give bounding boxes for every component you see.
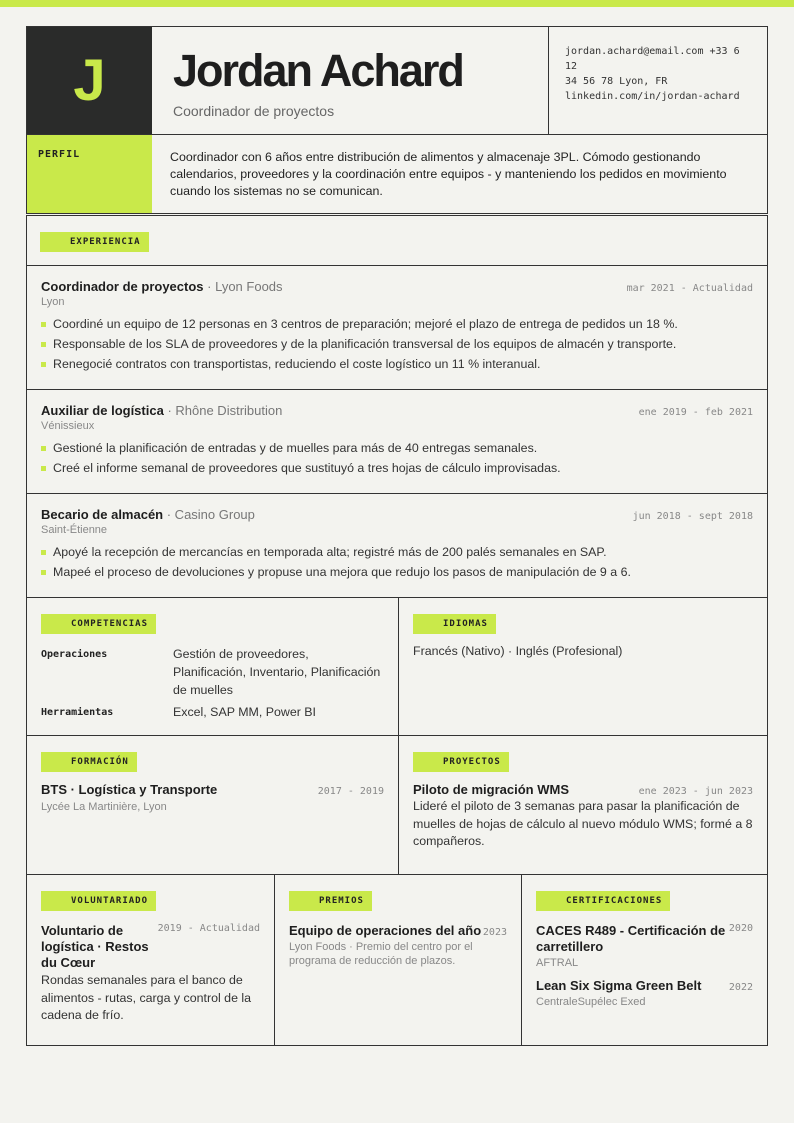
accent-top-bar [0, 0, 794, 7]
award-year: 2023 [482, 927, 507, 938]
certification-year: 2020 [728, 923, 753, 934]
section-tag-skills: COMPETENCIAS [41, 614, 156, 634]
name-block [152, 27, 548, 134]
section-tag-certifications: CERTIFICACIONES [536, 891, 670, 911]
certification-issuer: AFTRAL [536, 957, 579, 969]
section-tag-education: FORMACIÓN [41, 752, 137, 772]
profile-section [26, 135, 768, 214]
certification-issuer: CentraleSupélec Exed [536, 996, 646, 1008]
project-description: Lideré el piloto de 3 semanas para pasar la planificación de muelles de hojas de cálculo al nuevo módulo WMS; formé a 8 compañeros. [413, 799, 753, 848]
awards-section [274, 875, 521, 1045]
job-location: Vénissieux [41, 420, 95, 432]
section-tag-experience: EXPERIENCIA [40, 232, 149, 252]
job-entry [26, 266, 768, 390]
skills-languages-row [26, 598, 768, 736]
skill-row [41, 703, 384, 722]
skill-category: Herramientas [41, 707, 114, 718]
job-company: · Casino Group [163, 507, 255, 522]
contact-block [548, 27, 767, 134]
job-bullet: Renegocié contratos con transportistas, reduciendo el coste logístico un 11 % interanual. [41, 354, 753, 374]
skills-section [27, 598, 398, 735]
linkedin-link[interactable]: linkedin.com/in/jordan-achard [565, 91, 740, 102]
projects-section [398, 736, 767, 874]
school-name: Lycée La Martinière, Lyon [41, 801, 167, 813]
job-dates: mar 2021 - Actualidad [626, 283, 753, 294]
certification-title: Lean Six Sigma Green Belt [536, 978, 702, 993]
degree-title: BTS · Logística y Transporte [41, 782, 218, 797]
monogram: J [27, 27, 152, 134]
resume-sheet [26, 26, 768, 1046]
volunteering-dates: 2019 - Actualidad [157, 923, 260, 934]
skill-values: Excel, SAP MM, Power BI [173, 705, 316, 719]
job-company: · Lyon Foods [203, 279, 283, 294]
section-tag-languages: IDIOMAS [413, 614, 496, 634]
section-tag-awards: PREMIOS [289, 891, 372, 911]
degree-dates: 2017 - 2019 [317, 786, 384, 797]
volunteering-description: Rondas semanales para el banco de alimentos - rutas, carga y control de la cadena de frío. [41, 973, 252, 1022]
job-company: · Rhône Distribution [163, 403, 283, 418]
certification-year: 2022 [728, 982, 753, 993]
education-projects-row [26, 736, 768, 875]
certifications-section [521, 875, 767, 1045]
volunteering-section [27, 875, 274, 1045]
profile-label: PERFIL [27, 135, 152, 213]
volunteering-title: Voluntario de logística · Restos du Cœur [41, 923, 149, 970]
section-tag-volunteering: VOLUNTARIADO [41, 891, 156, 911]
job-bullet: Responsable de los SLA de proveedores y de la planificación transversal de los equipos de almacén y transporte. [41, 334, 753, 354]
award-title: Equipo de operaciones del año [289, 923, 482, 938]
contact-line: 34 56 78 Lyon, FR [565, 76, 668, 87]
job-title: Auxiliar de logística · Rhône Distribution [41, 403, 283, 418]
skill-values: Gestión de proveedores, Planificación, Inventario, Planificación de muelles [173, 647, 381, 697]
languages-section [398, 598, 767, 735]
candidate-role: Coordinador de proyectos [173, 103, 335, 119]
candidate-name: Jordan Achard [173, 45, 463, 96]
job-dates: ene 2019 - feb 2021 [638, 407, 753, 418]
section-tag-projects: PROYECTOS [413, 752, 509, 772]
job-bullet: Gestioné la planificación de entradas y de muelles para más de 40 entregas semanales. [41, 438, 753, 458]
certification-title: CACES R489 - Certificación de carretillero [536, 923, 726, 954]
project-title: Piloto de migración WMS [413, 782, 570, 797]
resume-header [26, 26, 768, 135]
bottom-row [26, 875, 768, 1046]
job-location: Lyon [41, 296, 65, 308]
job-entry [26, 390, 768, 494]
languages-text: Francés (Nativo) · Inglés (Profesional) [413, 644, 623, 658]
profile-text: Coordinador con 6 años entre distribución de alimentos y almacenaje 3PL. Cómodo gestionando calendarios, proveedores y la coordinación entre equipos - y manteniendo los pedidos en movimiento cuando los sistemas no se comunican. [170, 150, 727, 198]
job-dates: jun 2018 - sept 2018 [632, 511, 753, 522]
project-dates: ene 2023 - jun 2023 [638, 786, 753, 797]
job-title: Becario de almacén · Casino Group [41, 507, 255, 522]
job-location: Saint-Étienne [41, 524, 108, 536]
education-section [27, 736, 398, 874]
job-bullet: Mapeé el proceso de devoluciones y propuse una mejora que redujo los pasos de manipulación de 9 a 6. [41, 562, 753, 582]
experience-header [26, 215, 768, 266]
skill-row [41, 645, 384, 699]
job-bullet: Creé el informe semanal de proveedores que sustituyó a tres hojas de cálculo improvisadas. [41, 458, 753, 478]
job-bullet: Apoyé la recepción de mercancías en temporada alta; registré más de 200 palés semanales en SAP. [41, 542, 753, 562]
job-title: Coordinador de proyectos · Lyon Foods [41, 279, 283, 294]
skill-category: Operaciones [41, 649, 108, 660]
award-description: Lyon Foods · Premio del centro por el programa de reducción de plazos. [289, 941, 473, 967]
job-bullet: Coordiné un equipo de 12 personas en 3 centros de preparación; mejoré el plazo de entrega de pedidos un 18 %. [41, 314, 753, 334]
job-entry [26, 494, 768, 598]
contact-line: jordan.achard@email.com +33 6 12 [565, 46, 740, 72]
